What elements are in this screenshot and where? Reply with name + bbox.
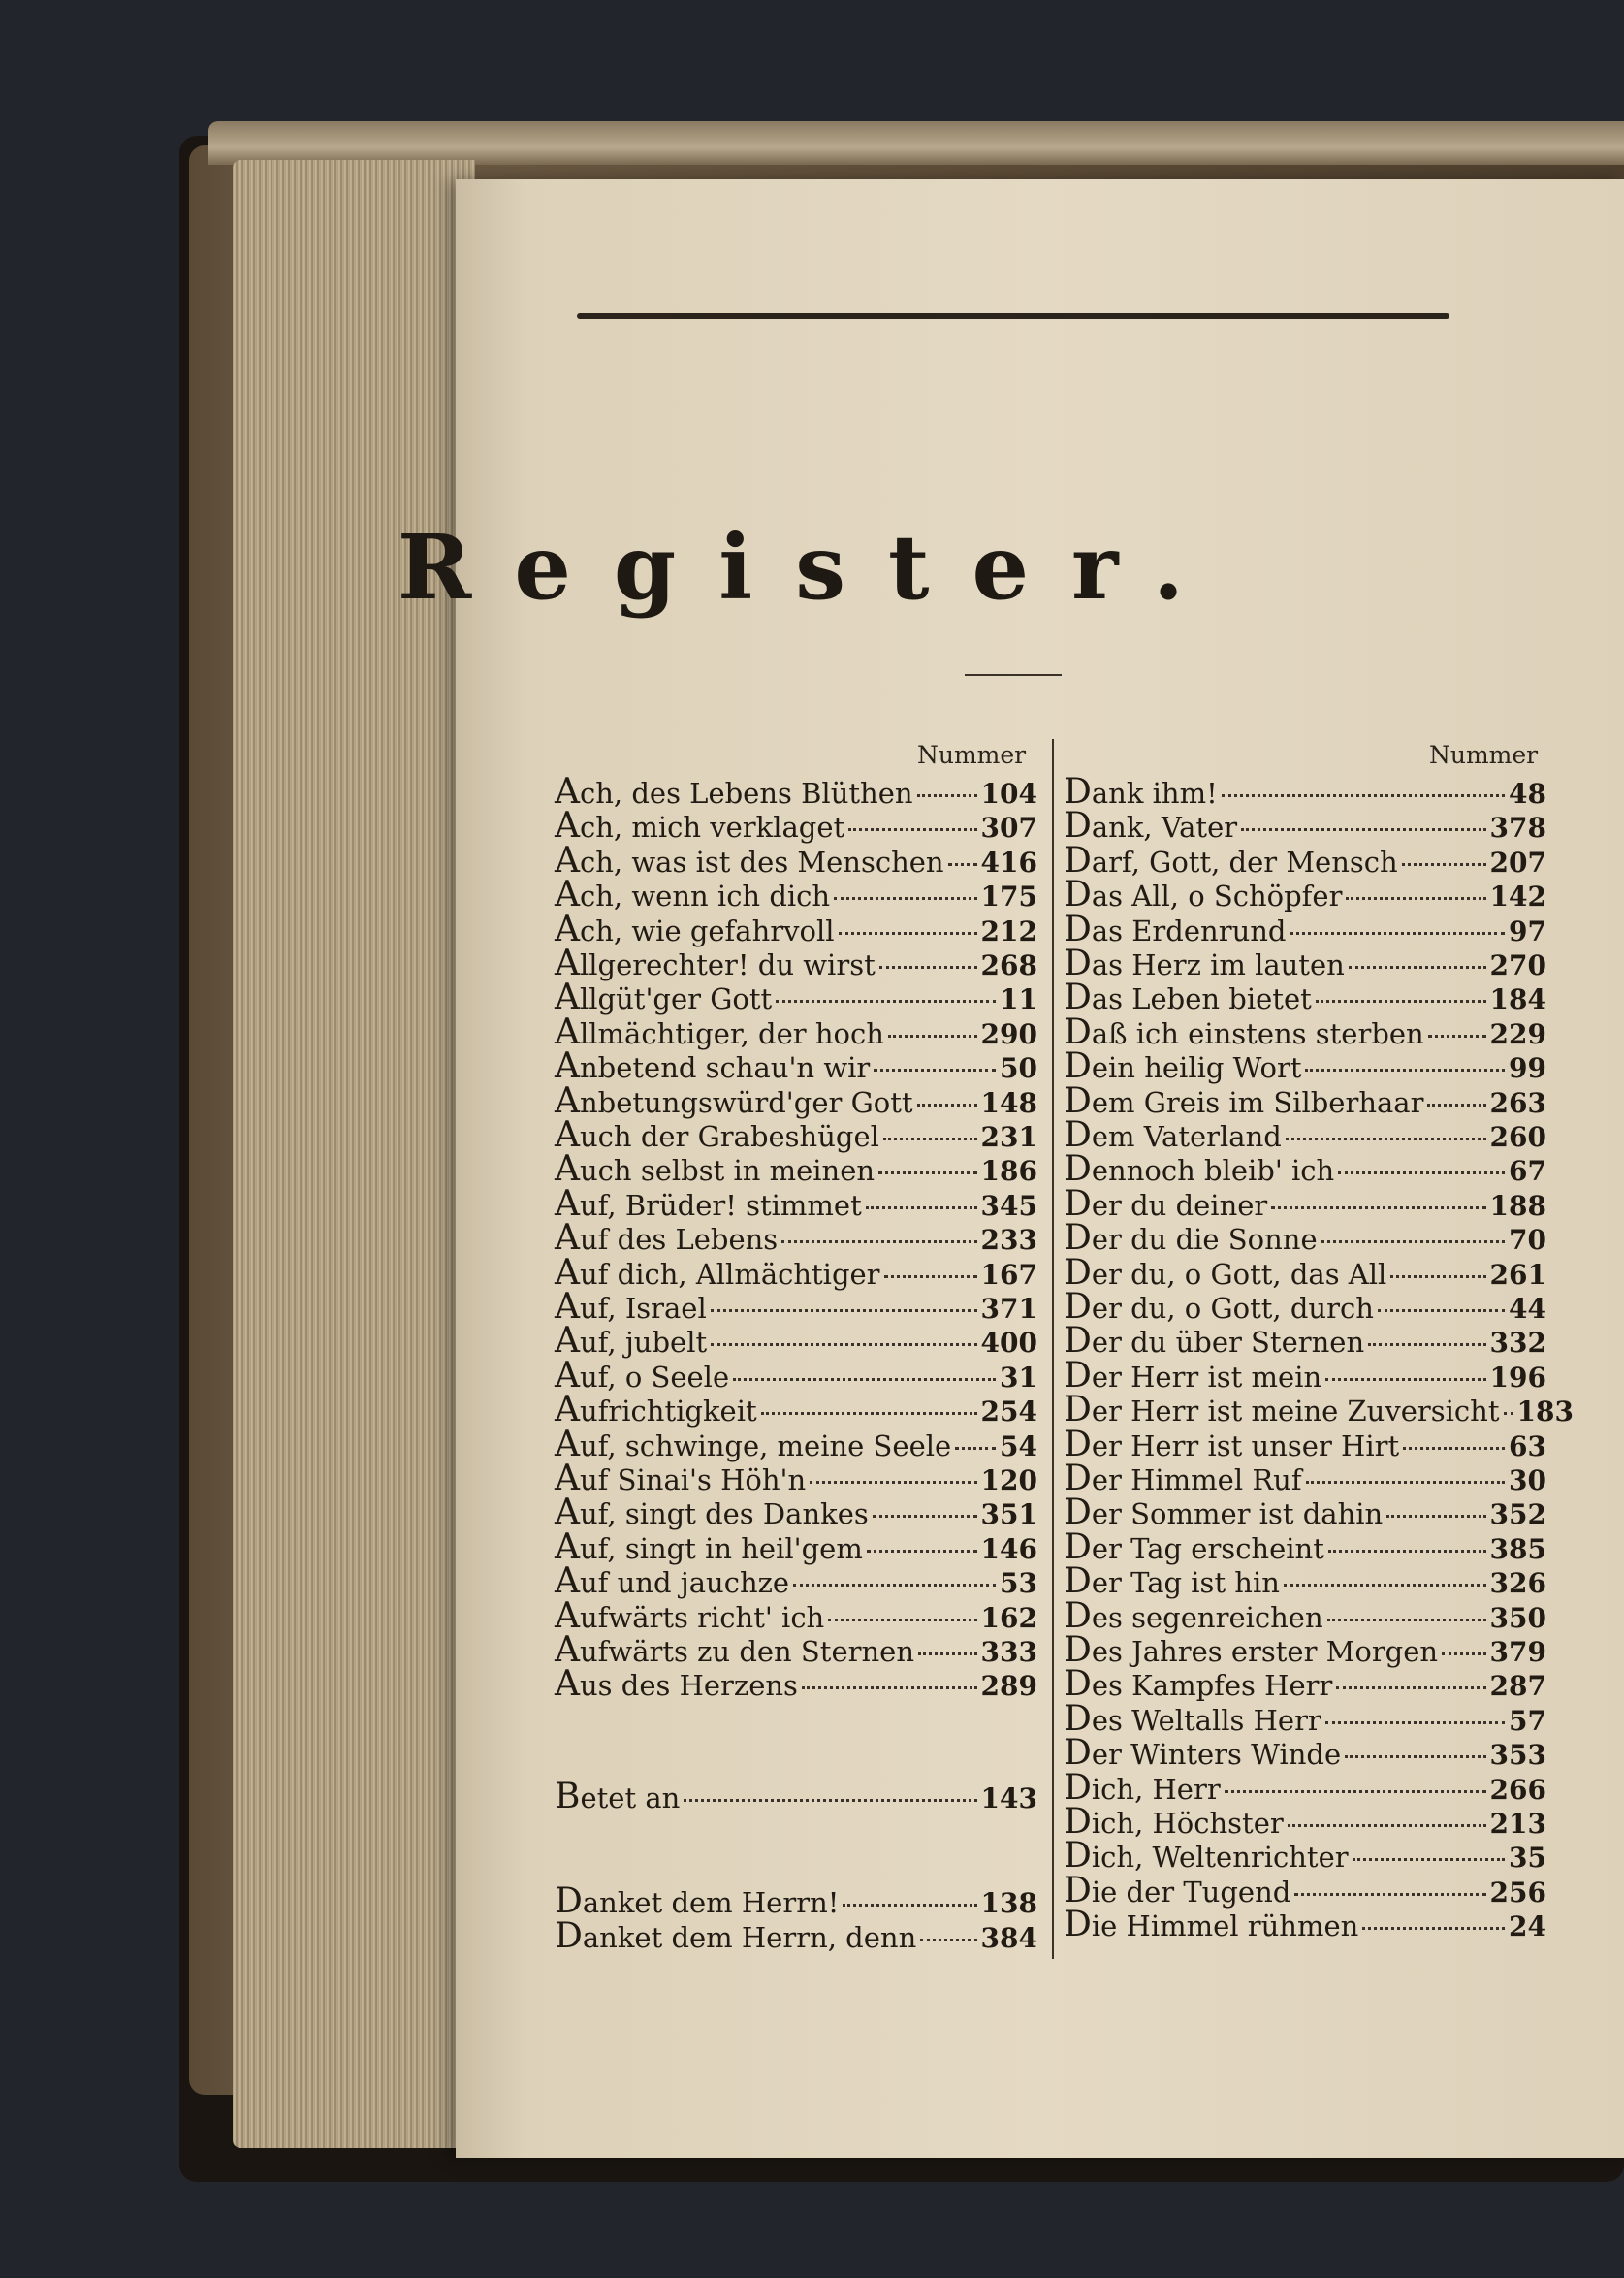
index-entry: [555, 1492, 1037, 1532]
index-entry: [1064, 1733, 1546, 1773]
index-entry: [1064, 1836, 1546, 1876]
dot-leader: [1386, 1514, 1485, 1518]
index-entry: [1064, 1012, 1546, 1052]
dot-leader: [1286, 1137, 1486, 1140]
number-header-right: Nummer: [1429, 741, 1539, 769]
dot-leader: [793, 1583, 996, 1587]
entry-title: Dein heilig Wort: [1064, 1046, 1302, 1086]
index-entry: [1064, 1184, 1546, 1224]
entry-number: 48: [1509, 778, 1546, 810]
entry-number: 212: [980, 915, 1037, 947]
index-entry: [555, 1777, 1037, 1816]
dot-leader: [1225, 1789, 1486, 1793]
entry-number: 416: [980, 847, 1037, 879]
entry-title: Danket dem Herrn!: [555, 1881, 840, 1921]
entry-title: Auf Sinai's Höh'n: [555, 1459, 807, 1498]
entry-number: 196: [1489, 1362, 1546, 1394]
dot-leader: [1402, 862, 1486, 866]
dot-leader: [1368, 1342, 1485, 1346]
entry-number: 290: [980, 1018, 1037, 1050]
index-entry: [1064, 772, 1546, 812]
dot-leader: [1288, 1823, 1486, 1827]
index-entry: [1064, 1321, 1546, 1361]
dot-leader: [761, 1411, 977, 1415]
index-entry: [555, 1184, 1037, 1224]
entry-title: Allgerechter! du wirst: [555, 944, 876, 983]
dot-leader: [878, 1171, 976, 1174]
entry-title: Allgüt'ger Gott: [555, 978, 773, 1017]
entry-title: Ach, des Lebens Blüthen: [555, 772, 913, 812]
entry-number: 186: [980, 1155, 1037, 1187]
entry-number: 400: [980, 1327, 1037, 1359]
dot-leader: [917, 793, 977, 797]
index-entry: [1064, 978, 1546, 1017]
dot-leader: [1345, 1754, 1485, 1758]
dot-leader: [781, 1239, 976, 1243]
entry-title: Der Tag erscheint: [1064, 1527, 1324, 1567]
entry-number: 142: [1489, 881, 1546, 913]
entry-title: Der Herr ist meine Zuversicht: [1064, 1390, 1500, 1429]
index-entry: [555, 841, 1037, 881]
index-entry: [555, 1596, 1037, 1636]
entry-number: 351: [980, 1498, 1037, 1530]
entry-title: Der du, o Gott, das All: [1064, 1253, 1387, 1293]
cover-top-edge: [208, 121, 1624, 165]
entry-number: 378: [1489, 812, 1546, 844]
entry-title: Auf, singt des Dankes: [555, 1492, 869, 1532]
dot-leader: [1338, 1171, 1505, 1174]
dot-leader: [1305, 1068, 1505, 1072]
index-entry: [555, 875, 1037, 914]
entry-number: 44: [1509, 1293, 1546, 1325]
entry-title: Der Winters Winde: [1064, 1733, 1342, 1773]
dot-leader: [955, 1446, 996, 1450]
entry-number: 254: [980, 1396, 1037, 1428]
index-entry: [1064, 875, 1546, 914]
entry-title: Ach, wenn ich dich: [555, 875, 831, 914]
entry-title: Auf und jauchze: [555, 1561, 790, 1601]
index-entry: [1064, 1149, 1546, 1189]
dot-leader: [1427, 1103, 1485, 1107]
dot-leader: [1325, 1720, 1505, 1724]
entry-title: Dem Vaterland: [1064, 1115, 1282, 1155]
entry-title: Der du, o Gott, durch: [1064, 1287, 1374, 1327]
dot-leader: [1325, 1377, 1485, 1381]
index-entry: [1064, 806, 1546, 846]
entry-number: 97: [1509, 915, 1546, 947]
dot-leader: [1316, 999, 1486, 1003]
dot-leader: [1378, 1308, 1505, 1312]
entry-number: 332: [1489, 1327, 1546, 1359]
index-entry: [555, 1664, 1037, 1704]
entry-title: Betet an: [555, 1777, 681, 1816]
entry-number: 120: [980, 1464, 1037, 1496]
entry-number: 57: [1509, 1705, 1546, 1737]
entry-title: Die Himmel rühmen: [1064, 1905, 1359, 1944]
index-entry: [555, 1046, 1037, 1086]
dot-leader: [867, 1549, 977, 1553]
entry-number: 148: [980, 1087, 1037, 1119]
dot-leader: [1336, 1685, 1485, 1689]
entry-title: Dank ihm!: [1064, 772, 1218, 812]
dot-leader: [1294, 1892, 1485, 1896]
dot-leader: [848, 827, 976, 831]
index-entry: [555, 1630, 1037, 1670]
entry-title: Der Himmel Ruf: [1064, 1459, 1302, 1498]
entry-title: Auf, Israel: [555, 1287, 707, 1327]
index-entry: [555, 1459, 1037, 1498]
entry-number: 188: [1489, 1190, 1546, 1222]
index-entry: [1064, 1459, 1546, 1498]
entry-title: Danket dem Herrn, denn: [555, 1916, 917, 1956]
index-entry: [1064, 1802, 1546, 1842]
index-entry: [1064, 1630, 1546, 1670]
dot-leader: [843, 1903, 976, 1907]
entry-title: Dem Greis im Silberhaar: [1064, 1081, 1424, 1121]
index-entry: [1064, 944, 1546, 983]
entry-number: 326: [1489, 1567, 1546, 1599]
index-entry: [1064, 1115, 1546, 1155]
entry-title: Der Herr ist unser Hirt: [1064, 1425, 1400, 1464]
entry-title: Auf, singt in heil'gem: [555, 1527, 863, 1567]
dot-leader: [1321, 1239, 1505, 1243]
dot-leader: [711, 1342, 976, 1346]
entry-number: 54: [1000, 1430, 1037, 1462]
entry-title: Ach, was ist des Menschen: [555, 841, 944, 881]
index-entry: [555, 978, 1037, 1017]
entry-title: Auf, jubelt: [555, 1321, 708, 1361]
entry-number: 183: [1516, 1396, 1574, 1428]
entry-number: 167: [980, 1259, 1037, 1291]
dot-leader: [1327, 1618, 1486, 1621]
entry-title: Dich, Herr: [1064, 1768, 1221, 1808]
entry-title: Die der Tugend: [1064, 1871, 1291, 1910]
dot-leader: [1504, 1411, 1513, 1415]
entry-title: Dank, Vater: [1064, 806, 1238, 846]
entry-number: 263: [1489, 1087, 1546, 1119]
entry-number: 260: [1489, 1121, 1546, 1153]
index-entry: [1064, 1390, 1574, 1429]
entry-number: 233: [980, 1224, 1037, 1256]
dot-leader: [839, 931, 977, 935]
entry-title: Aufwärts zu den Sternen: [555, 1630, 914, 1670]
entry-number: 53: [1000, 1567, 1037, 1599]
entry-number: 11: [1000, 983, 1037, 1015]
page-title: Register.: [397, 515, 1227, 620]
index-entry: [555, 1149, 1037, 1189]
entry-title: Anbetend schau'n wir: [555, 1046, 871, 1086]
entry-number: 175: [980, 881, 1037, 913]
index-entry: [1064, 1527, 1546, 1567]
entry-number: 143: [980, 1782, 1037, 1814]
dot-leader: [917, 1103, 977, 1107]
entry-title: Das All, o Schöpfer: [1064, 875, 1343, 914]
entry-number: 162: [980, 1602, 1037, 1634]
entry-title: Dich, Weltenrichter: [1064, 1836, 1349, 1876]
number-header-left: Nummer: [917, 741, 1027, 769]
index-entry: [1064, 1287, 1546, 1327]
dot-leader: [711, 1308, 977, 1312]
entry-number: 35: [1509, 1842, 1546, 1874]
entry-number: 345: [980, 1190, 1037, 1222]
index-entry: [555, 1253, 1037, 1293]
entry-number: 287: [1489, 1670, 1546, 1702]
entry-title: Daß ich einstens sterben: [1064, 1012, 1424, 1052]
index-entry: [555, 1218, 1037, 1258]
entry-number: 256: [1489, 1877, 1546, 1909]
dot-leader: [866, 1205, 977, 1209]
entry-title: Auch der Grabeshügel: [555, 1115, 879, 1155]
entry-number: 384: [980, 1922, 1037, 1954]
index-entry: [555, 1081, 1037, 1121]
entry-number: 213: [1489, 1808, 1546, 1840]
entry-title: Das Leben bietet: [1064, 978, 1312, 1017]
entry-title: Ach, mich verklaget: [555, 806, 845, 846]
index-entry: [1064, 1253, 1546, 1293]
entry-number: 184: [1489, 983, 1546, 1015]
index-entry: [1064, 1905, 1546, 1944]
entry-title: Aufrichtigkeit: [555, 1390, 757, 1429]
dot-leader: [1353, 1857, 1505, 1861]
entry-number: 138: [980, 1887, 1037, 1919]
index-entry: [1064, 1081, 1546, 1121]
index-entry: [1064, 1768, 1546, 1808]
dot-leader: [1271, 1205, 1485, 1209]
dot-leader: [1346, 896, 1485, 900]
entry-number: 31: [1000, 1362, 1037, 1394]
dot-leader: [1428, 1034, 1486, 1038]
dot-leader: [873, 1514, 977, 1518]
entry-title: Anbetungswürd'ger Gott: [555, 1081, 913, 1121]
index-entry: [555, 1425, 1037, 1464]
entry-number: 307: [980, 812, 1037, 844]
index-entry: [555, 1321, 1037, 1361]
entry-number: 266: [1489, 1774, 1546, 1806]
index-entry: [1064, 1871, 1546, 1910]
index-entry: [1064, 1664, 1546, 1704]
top-rule: [577, 313, 1449, 319]
index-entry: [555, 1527, 1037, 1567]
entry-number: 333: [980, 1636, 1037, 1668]
entry-number: 353: [1489, 1739, 1546, 1771]
dot-leader: [1442, 1652, 1485, 1655]
index-entry: [1064, 1046, 1546, 1086]
index-entry: [555, 772, 1037, 812]
dot-leader: [828, 1618, 976, 1621]
entry-number: 50: [1000, 1052, 1037, 1084]
dot-leader: [684, 1798, 976, 1802]
index-entry: [555, 806, 1037, 846]
entry-title: Des segenreichen: [1064, 1596, 1323, 1636]
dot-leader: [1222, 793, 1505, 797]
index-entry: [1064, 1596, 1546, 1636]
index-entry: [555, 1881, 1037, 1921]
entry-title: Der du über Sternen: [1064, 1321, 1365, 1361]
entry-title: Des Jahres erster Morgen: [1064, 1630, 1439, 1670]
dot-leader: [810, 1480, 976, 1484]
entry-title: Auf dich, Allmächtiger: [555, 1253, 880, 1293]
dot-leader: [884, 1274, 977, 1278]
dot-leader: [1328, 1549, 1486, 1553]
dot-leader: [802, 1685, 977, 1689]
index-entry: [1064, 910, 1546, 949]
entry-number: 229: [1489, 1018, 1546, 1050]
entry-title: Auch selbst in meinen: [555, 1149, 876, 1189]
entry-title: Auf des Lebens: [555, 1218, 779, 1258]
index-entry: [1064, 1356, 1546, 1396]
entry-number: 270: [1489, 949, 1546, 981]
entry-number: 352: [1489, 1498, 1546, 1530]
entry-number: 385: [1489, 1533, 1546, 1565]
index-entry: [555, 1390, 1037, 1429]
index-entry: [1064, 1492, 1546, 1532]
entry-number: 70: [1509, 1224, 1546, 1256]
entry-title: Auf, Brüder! stimmet: [555, 1184, 862, 1224]
dot-leader: [834, 896, 976, 900]
entry-number: 207: [1489, 847, 1546, 879]
entry-number: 371: [980, 1293, 1037, 1325]
index-entry: [555, 1287, 1037, 1327]
entry-title: Das Herz im lauten: [1064, 944, 1345, 983]
entry-number: 24: [1509, 1910, 1546, 1942]
page-edges: [233, 160, 475, 2148]
dot-leader: [883, 1137, 977, 1140]
entry-title: Dennoch bleib' ich: [1064, 1149, 1335, 1189]
title-rule: [965, 674, 1062, 676]
index-entry: [555, 1012, 1037, 1052]
entry-number: 104: [980, 778, 1037, 810]
entry-number: 350: [1489, 1602, 1546, 1634]
entry-title: Der Sommer ist dahin: [1064, 1492, 1384, 1532]
entry-title: Der du die Sonne: [1064, 1218, 1318, 1258]
entry-title: Des Weltalls Herr: [1064, 1699, 1321, 1739]
entry-number: 379: [1489, 1636, 1546, 1668]
dot-leader: [1306, 1480, 1505, 1484]
entry-number: 67: [1509, 1155, 1546, 1187]
entry-title: Der Herr ist mein: [1064, 1356, 1322, 1396]
dot-leader: [948, 862, 977, 866]
index-entry: [555, 1916, 1037, 1956]
entry-number: 268: [980, 949, 1037, 981]
entry-title: Auf, schwinge, meine Seele: [555, 1425, 952, 1464]
dot-leader: [888, 1034, 977, 1038]
index-entry: [1064, 1425, 1546, 1464]
entry-title: Der Tag ist hin: [1064, 1561, 1280, 1601]
dot-leader: [1390, 1274, 1485, 1278]
index-entry: [1064, 1218, 1546, 1258]
entry-title: Des Kampfes Herr: [1064, 1664, 1333, 1704]
entry-number: 261: [1489, 1259, 1546, 1291]
index-entry: [1064, 841, 1546, 881]
entry-number: 30: [1509, 1464, 1546, 1496]
entry-title: Aufwärts richt' ich: [555, 1596, 825, 1636]
dot-leader: [920, 1938, 976, 1941]
entry-title: Auf, o Seele: [555, 1356, 730, 1396]
index-entry: [1064, 1561, 1546, 1601]
dot-leader: [1349, 965, 1486, 969]
index-entry: [1064, 1699, 1546, 1739]
column-divider: [1052, 739, 1054, 1959]
entry-title: Der du deiner: [1064, 1184, 1268, 1224]
entry-title: Allmächtiger, der hoch: [555, 1012, 884, 1052]
dot-leader: [918, 1652, 977, 1655]
entry-number: 63: [1509, 1430, 1546, 1462]
entry-title: Aus des Herzens: [555, 1664, 798, 1704]
entry-title: Darf, Gott, der Mensch: [1064, 841, 1398, 881]
entry-title: Ach, wie gefahrvoll: [555, 910, 835, 949]
dot-leader: [879, 965, 977, 969]
dot-leader: [1284, 1583, 1486, 1587]
entry-number: 231: [980, 1121, 1037, 1153]
dot-leader: [1241, 827, 1485, 831]
dot-leader: [1403, 1446, 1505, 1450]
entry-number: 99: [1509, 1052, 1546, 1084]
index-entry: [555, 1561, 1037, 1601]
index-entry: [555, 944, 1037, 983]
entry-title: Dich, Höchster: [1064, 1802, 1284, 1842]
dot-leader: [1290, 931, 1505, 935]
index-entry: [555, 1356, 1037, 1396]
index-entry: [555, 910, 1037, 949]
dot-leader: [874, 1068, 996, 1072]
dot-leader: [1362, 1926, 1505, 1930]
index-entry: [555, 1115, 1037, 1155]
dot-leader: [733, 1377, 996, 1381]
entry-number: 289: [980, 1670, 1037, 1702]
entry-number: 146: [980, 1533, 1037, 1565]
entry-title: Das Erdenrund: [1064, 910, 1287, 949]
dot-leader: [776, 999, 996, 1003]
